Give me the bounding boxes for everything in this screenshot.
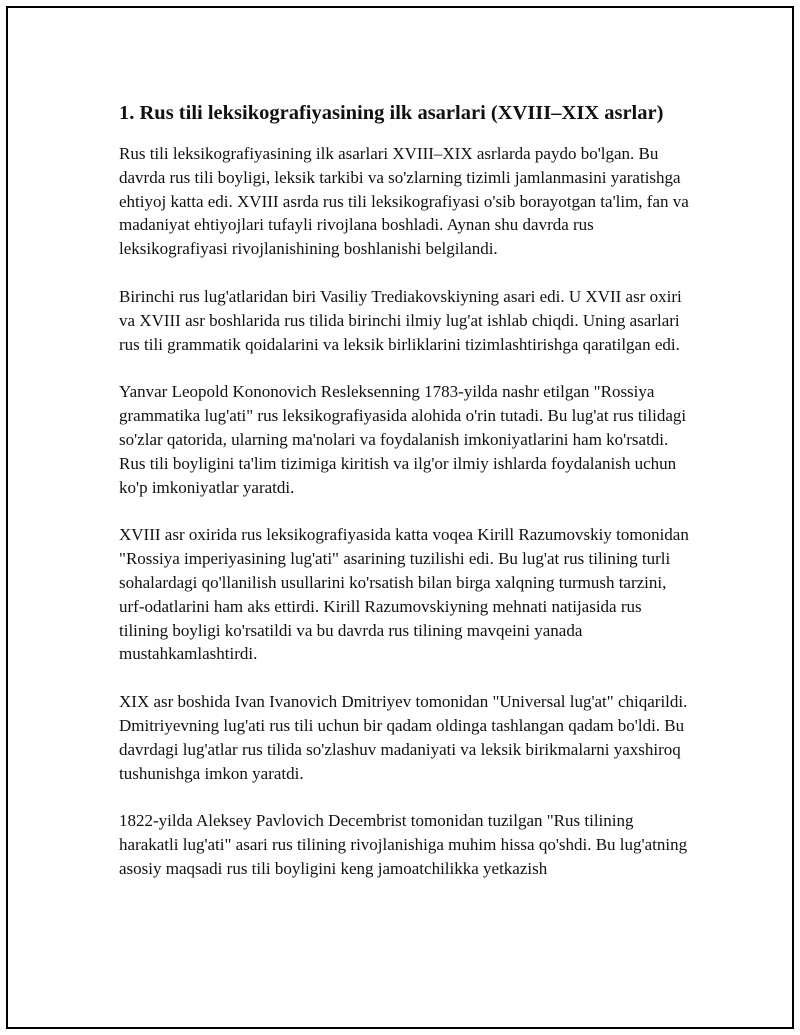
document-page	[6, 6, 794, 1029]
paragraph-1: Rus tili leksikografiyasining ilk asarlari XVIII–XIX asrlarda paydo bo'lgan. Bu davrda rus tili boyligi, leksik tarkibi va so'zlarning tizimli jamlanmasini yaratishga ehtiyoj katta edi. XVIII asrda rus tili leksikografiyasi o'sib borayotgan ta'lim, fan va madaniyat ehtiyojlari tufayli rivojlana boshladi. Aynan shu davrda rus leksikografiyasi rivojlanishining boshlanishi belgilandi.	[119, 144, 689, 259]
paragraph-4: XVIII asr oxirida rus leksikografiyasida katta voqea Kirill Razumovskiy tomonidan "Rossiya imperiyasining lug'ati" asarining tuzilishi edi. Bu lug'at rus tilining turli sohalardagi qo'llanilish usullarini ko'rsatish bilan birga xalqning turmush tarzini, urf-odatlarini ham aks ettirdi. Kirill Razumovskiyning mehnati natijasida rus tilining boyligi ko'rsatildi va bu davrda rus tilining mavqeini yanada mustahkamlashtirdi.	[119, 525, 689, 664]
paragraph-6: 1822-yilda Aleksey Pavlovich Decembrist tomonidan tuzilgan "Rus tilining harakatli lug'ati" asari rus tilining rivojlanishiga muhim hissa qo'shdi. Bu lug'atning asosiy maqsadi rus tili boyligini keng jamoatchilikka yetkazish	[119, 811, 688, 878]
section-heading: 1. Rus tili leksikografiyasining ilk asarlari (XVIII–XIX asrlar)	[119, 102, 664, 124]
paragraph-2: Birinchi rus lug'atlaridan biri Vasiliy Trediakovskiyning asari edi. U XVII asr oxiri va XVIII asr boshlarida rus tilida birinchi ilmiy lug'at ishlab chiqdi. Uning asarlari rus tili grammatik qoidalarini va leksik birliklarini tizimlashtirishga qaratilgan edi.	[119, 286, 682, 354]
document-body	[119, 98, 694, 905]
paragraph-3: Yanvar Leopold Kononovich Resleksenning 1783-yilda nashr etilgan "Rossiya grammatika lug'ati" rus leksikografiyasida alohida o'rin tutadi. Bu lug'at rus tilidagi so'zlar qatorida, ularning ma'nolari va foydalanish imkoniyatlarini ham ko'rsatdi. Rus tili boyligini ta'lim tizimiga kiritish va ilg'or ilmiy ishlarda foydalanish uchun ko'p imkoniyatlar yaratdi.	[119, 382, 687, 497]
paragraph-5: XIX asr boshida Ivan Ivanovich Dmitriyev tomonidan "Universal lug'at" chiqarildi. Dmitriyevning lug'ati rus tili uchun bir qadam oldinga tashlangan qadam bo'ldi. Bu davrdagi lug'atlar rus tilida so'zlashuv madaniyati va leksik birikmalarni yaxshiroq tushunishga imkon yaratdi.	[119, 692, 688, 783]
